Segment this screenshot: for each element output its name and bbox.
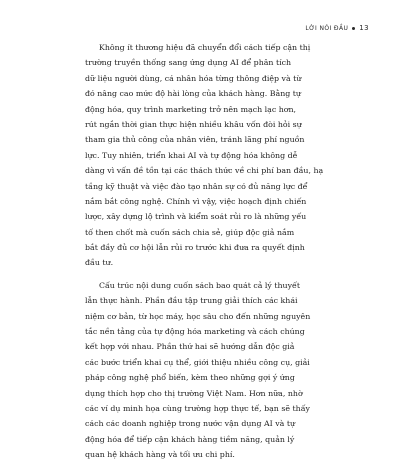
body-text [85, 40, 417, 463]
text-line: bắt đầy đủ cơ hội lẫn rủi ro trước khi đưa ra quyết định [85, 243, 305, 253]
text-line: tham gia thủ công của nhân viên, tránh lãng phí nguồn [85, 135, 305, 145]
text-line: tầng kỹ thuật và việc đào tạo nhân sự có đủ năng lực để [85, 181, 308, 191]
text-line: lực. Tuy nhiên, triển khai AI và tự động hóa không dễ [85, 150, 298, 160]
text-line: rút ngắn thời gian thực hiện nhiều khâu vốn đòi hỏi sự [85, 119, 302, 129]
text-line: động hóa, quy trình marketing trở nên mạch lạc hơn, [85, 104, 297, 114]
paragraph-1 [85, 40, 417, 271]
text-line: pháp công nghệ phổ biến, kèm theo những gợi ý ứng [85, 373, 295, 383]
text-line: các ví dụ minh họa cùng trường hợp thực tế, bạn sẽ thấy [85, 403, 310, 413]
text-line: dụng thích hợp cho thị trường Việt Nam. Hơn nữa, nhờ [85, 388, 303, 398]
paragraph-gap [85, 271, 417, 278]
text-line: lược, xây dựng lộ trình và kiểm soát rủi ro là những yếu [85, 212, 307, 222]
text-line: Không ít thương hiệu đã chuyển đổi cách tiếp cận thị [99, 43, 311, 52]
text-line: các bước triển khai cụ thể, giới thiệu nhiều công cụ, giải [85, 357, 310, 367]
text-line: kết hợp với nhau. Phần thứ hai sẽ hướng dẫn độc giả [85, 342, 295, 352]
text-line: nắm bắt công nghệ. Chính vì vậy, việc hoạch định chiến [85, 196, 307, 206]
chapter-title: LỜI NÓI ĐẦU [305, 24, 349, 32]
text-line: lẫn thực hành. Phần đầu tập trung giải thích các khái [85, 296, 298, 306]
text-line: dàng vì vấn đề tồn tại các thách thức về chi phí ban đầu, hạ [85, 166, 324, 176]
text-line: trường truyền thống sang ứng dụng AI để phân tích [85, 58, 292, 68]
text-line: động hóa để tiếp cận khách hàng tiềm năng, quản lý [85, 434, 295, 444]
paragraph-2 [85, 278, 417, 463]
text-line: đó nâng cao mức độ hài lòng của khách hàng. Bằng tự [85, 89, 301, 99]
text-line: cách các doanh nghiệp trong nước vận dụng AI và tự [85, 419, 296, 429]
text-line: đầu tư. [85, 258, 114, 268]
text-line: quan hệ khách hàng và tối ưu chi phí. [85, 450, 235, 460]
bullet-separator-icon [352, 27, 355, 30]
running-header [305, 22, 369, 34]
text-line: dữ liệu người dùng, cá nhân hóa từng thông điệp và từ [85, 73, 302, 83]
text-line: tố then chốt mà cuốn sách chia sẻ, giúp độc giả nắm [85, 227, 295, 237]
text-line: Cấu trúc nội dung cuốn sách bao quát cả lý thuyết [99, 280, 301, 290]
page-number: 13 [359, 24, 369, 32]
text-line: tắc nền tảng của tự động hóa marketing và cách chúng [85, 327, 305, 337]
text-line: niệm cơ bản, từ học máy, học sâu cho đến những nguyên [85, 311, 311, 321]
